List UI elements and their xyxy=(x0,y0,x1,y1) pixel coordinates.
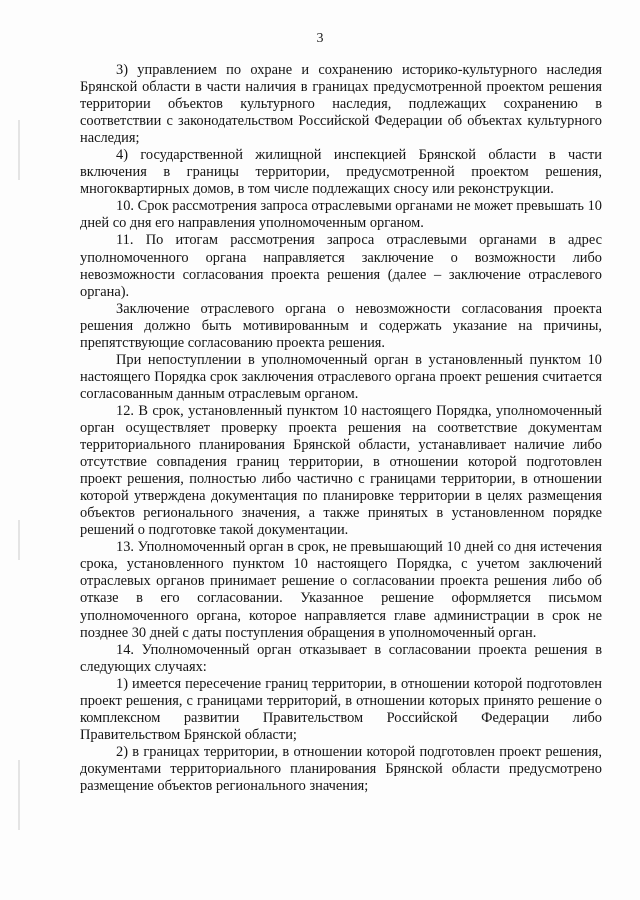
paragraph-clause-14: 14. Уполномоченный орган отказывает в согласовании проекта решения в следующих случаях: xyxy=(80,641,602,675)
paragraph-non-receipt: При непоступлении в уполномоченный орган в установленный пунктом 10 настоящего Порядка срок заключения отраслевого органа проект решения считается согласованным данным отраслевым органом. xyxy=(80,351,602,402)
paragraph-item-4: 4) государственной жилищной инспекцией Брянской области в части включения в границы территории, предусмотренной проектом решения, многоквартирных домов, в том числе подлежащих сносу или реконструкции. xyxy=(80,147,602,198)
scan-margin-mark xyxy=(18,120,20,180)
page-number: 3 xyxy=(316,31,324,46)
paragraph-conclusion-reasoning: Заключение отраслевого органа о невозможности согласования проекта решения должно быть мотивированным и содержать указание на причины, препятствующие согласованию проекта решения. xyxy=(80,300,602,351)
paragraph-clause-12: 12. В срок, установленный пунктом 10 настоящего Порядка, уполномоченный орган осуществляет проверку проекта решения на соответствие документам территориального планирования Брянской области, устанавливает наличие либо отсутствие совпадения границ территории, в отношении которой подготовлен проект решения, полностью либо частично с границами территории, в отношении которой утверждена документация по планировке территории в целях размещения объектов регионального значения, а также принятых в установленном порядке решений о подготовке такой документации. xyxy=(80,402,602,539)
scan-margin-mark xyxy=(18,520,20,560)
document-body xyxy=(80,62,602,795)
paragraph-clause-11: 11. По итогам рассмотрения запроса отраслевыми органами в адрес уполномоченного органа направляется заключение о возможности либо невозможности согласования проекта решения (далее – заключение отраслевого органа). xyxy=(80,232,602,300)
paragraph-item-3: 3) управлением по охране и сохранению историко-культурного наследия Брянской области в части наличия в границах предусмотренной проектом решения территории объектов культурного наследия, подлежащих сохранению в соответствии с законодательством Российской Федерации об объектах культурного наследия; xyxy=(80,62,602,147)
paragraph-refusal-2: 2) в границах территории, в отношении которой подготовлен проект решения, документами территориального планирования Брянской области предусмотрено размещение объектов регионального значения; xyxy=(80,743,602,794)
paragraph-clause-10: 10. Срок рассмотрения запроса отраслевыми органами не может превышать 10 дней со дня его направления уполномоченным органом. xyxy=(80,198,602,232)
paragraph-clause-13: 13. Уполномоченный орган в срок, не превышающий 10 дней со дня истечения срока, установленного пунктом 10 настоящего Порядка, с учетом заключений отраслевых органов принимает решение о согласовании проекта решения либо об отказе в его согласовании. Указанное решение оформляется письмом уполномоченного органа, которое направляется главе администрации в срок не позднее 30 дней с даты поступления обращения в уполномоченный орган. xyxy=(80,539,602,641)
paragraph-refusal-1: 1) имеется пересечение границ территории, в отношении которой подготовлен проект решения, с границами территорий, в отношении которых принято решение о комплексном развитии Правительством Российской Федерации либо Правительством Брянской области; xyxy=(80,675,602,743)
scan-margin-mark xyxy=(18,760,20,830)
